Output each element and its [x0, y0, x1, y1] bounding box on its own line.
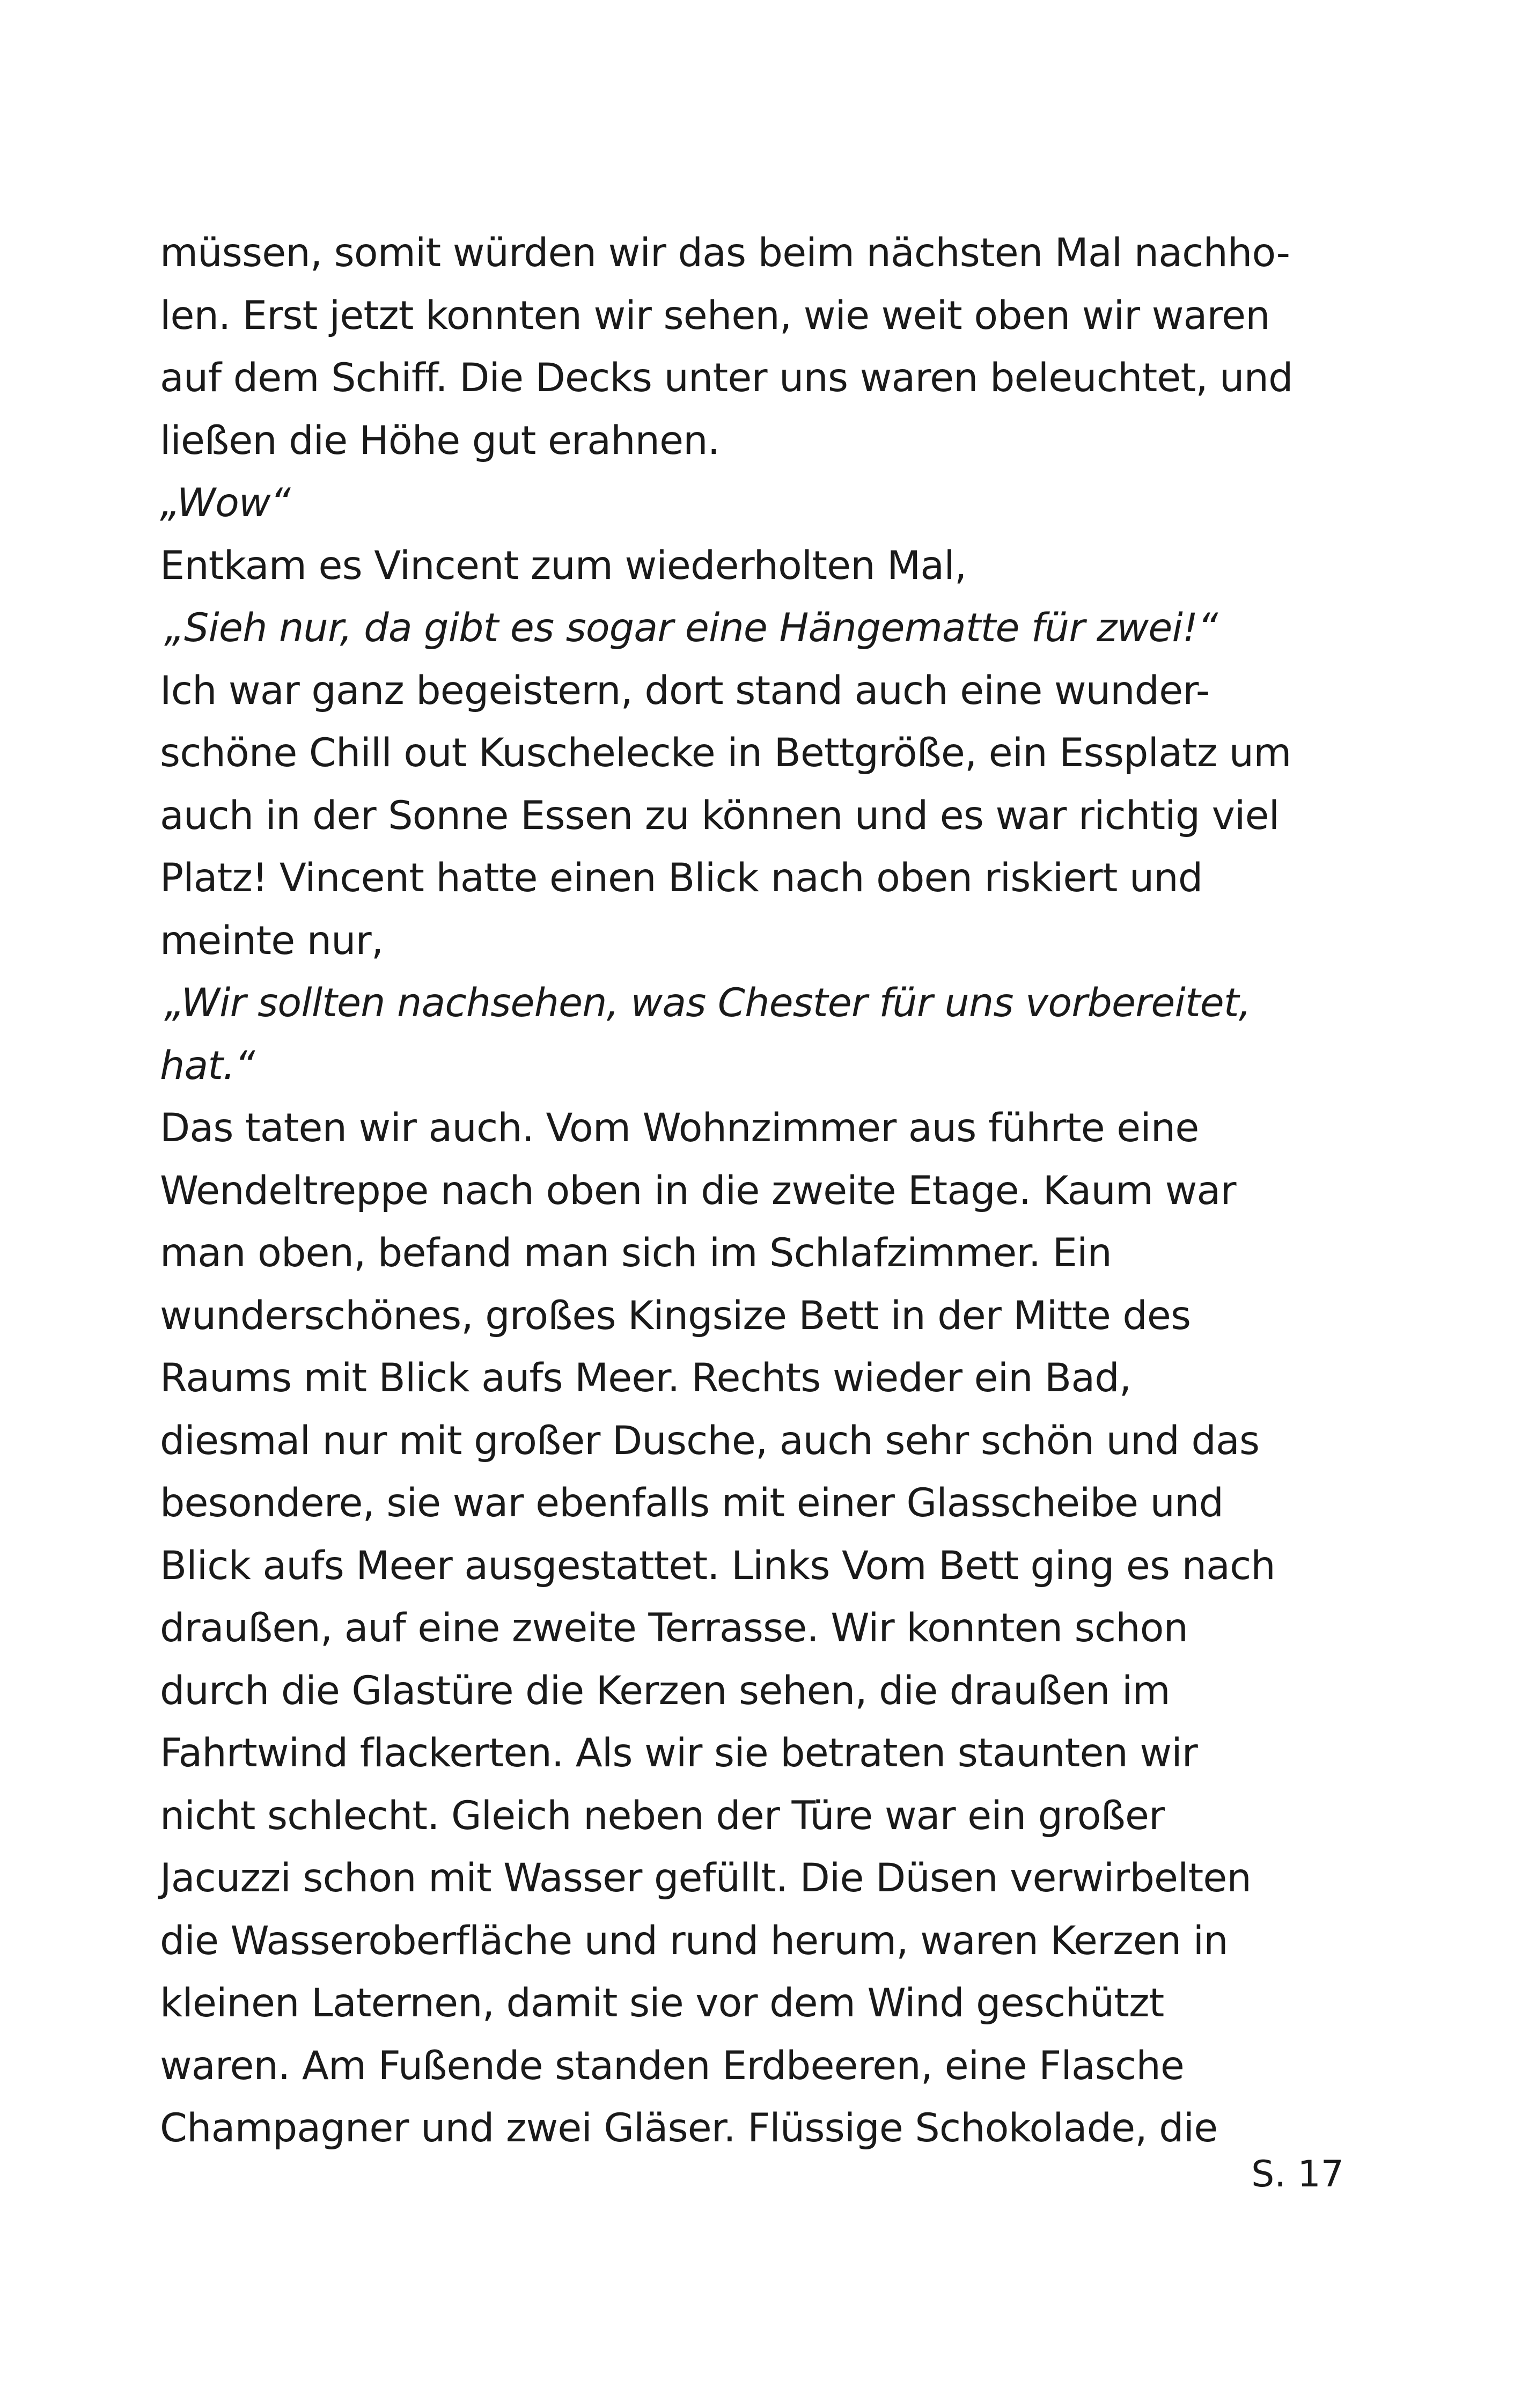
text-line: diesmal nur mit großer Dusche, auch sehr schön und das [160, 1418, 1260, 1464]
text-line: Ich war ganz begeistern, dort stand auch eine wunder- [160, 667, 1210, 714]
text-line: Entkam es Vincent zum wiederholten Mal, [160, 542, 967, 589]
text-line: die Wasseroberfläche und rund herum, waren Kerzen in [160, 1918, 1228, 1964]
text-line: Fahrtwind flackerten. Als wir sie betraten staunten wir [160, 1730, 1198, 1776]
text-line: ließen die Höhe gut erahnen. [160, 417, 720, 464]
text-line: Raums mit Blick aufs Meer. Rechts wieder ein Bad, [160, 1355, 1131, 1401]
text-line: besondere, sie war ebenfalls mit einer Glasscheibe und [160, 1480, 1224, 1526]
text-line: kleinen Laternen, damit sie vor dem Wind geschützt [160, 1980, 1164, 2026]
text-line: nicht schlecht. Gleich neben der Türe war ein großer [160, 1793, 1165, 1839]
text-line: schöne Chill out Kuschelecke in Bettgröße, ein Essplatz um [160, 730, 1291, 776]
dialogue-line: „Wir sollten nachsehen, was Chester für uns vorbereitet, [164, 980, 1251, 1026]
text-line: Wendeltreppe nach oben in die zweite Etage. Kaum war [160, 1168, 1236, 1214]
page-number: S. 17 [1251, 2153, 1344, 2196]
text-line: meinte nur, [160, 917, 384, 964]
text-line: auf dem Schiff. Die Decks unter uns waren beleuchtet, und [160, 355, 1293, 401]
text-line: durch die Glastüre die Kerzen sehen, die draußen im [160, 1668, 1170, 1714]
text-line: len. Erst jetzt konnten wir sehen, wie weit oben wir waren [160, 292, 1270, 339]
text-line: Champagner und zwei Gläser. Flüssige Schokolade, die [160, 2105, 1218, 2151]
body-text [160, 222, 1394, 2160]
text-line: draußen, auf eine zweite Terrasse. Wir konnten schon [160, 1605, 1188, 1651]
text-line: müssen, somit würden wir das beim nächsten Mal nachho- [160, 230, 1290, 276]
text-line: Platz! Vincent hatte einen Blick nach oben riskiert und [160, 855, 1203, 901]
text-line: man oben, befand man sich im Schlafzimmer. Ein [160, 1230, 1112, 1276]
text-line: Jacuzzi schon mit Wasser gefüllt. Die Düsen verwirbelten [160, 1855, 1251, 1901]
text-line: waren. Am Fußende standen Erdbeeren, eine Flasche [160, 2043, 1185, 2089]
dialogue-line: hat.“ [160, 1043, 255, 1089]
text-line: Blick aufs Meer ausgestattet. Links Vom Bett ging es nach [160, 1543, 1275, 1589]
text-line: auch in der Sonne Essen zu können und es war richtig viel [160, 792, 1280, 839]
dialogue-line: „Sieh nur, da gibt es sogar eine Hängematte für zwei!“ [164, 605, 1218, 651]
text-line: Das taten wir auch. Vom Wohnzimmer aus führte eine [160, 1105, 1199, 1151]
dialogue-line: „Wow“ [160, 480, 290, 526]
text-line: wunderschönes, großes Kingsize Bett in der Mitte des [160, 1293, 1191, 1339]
